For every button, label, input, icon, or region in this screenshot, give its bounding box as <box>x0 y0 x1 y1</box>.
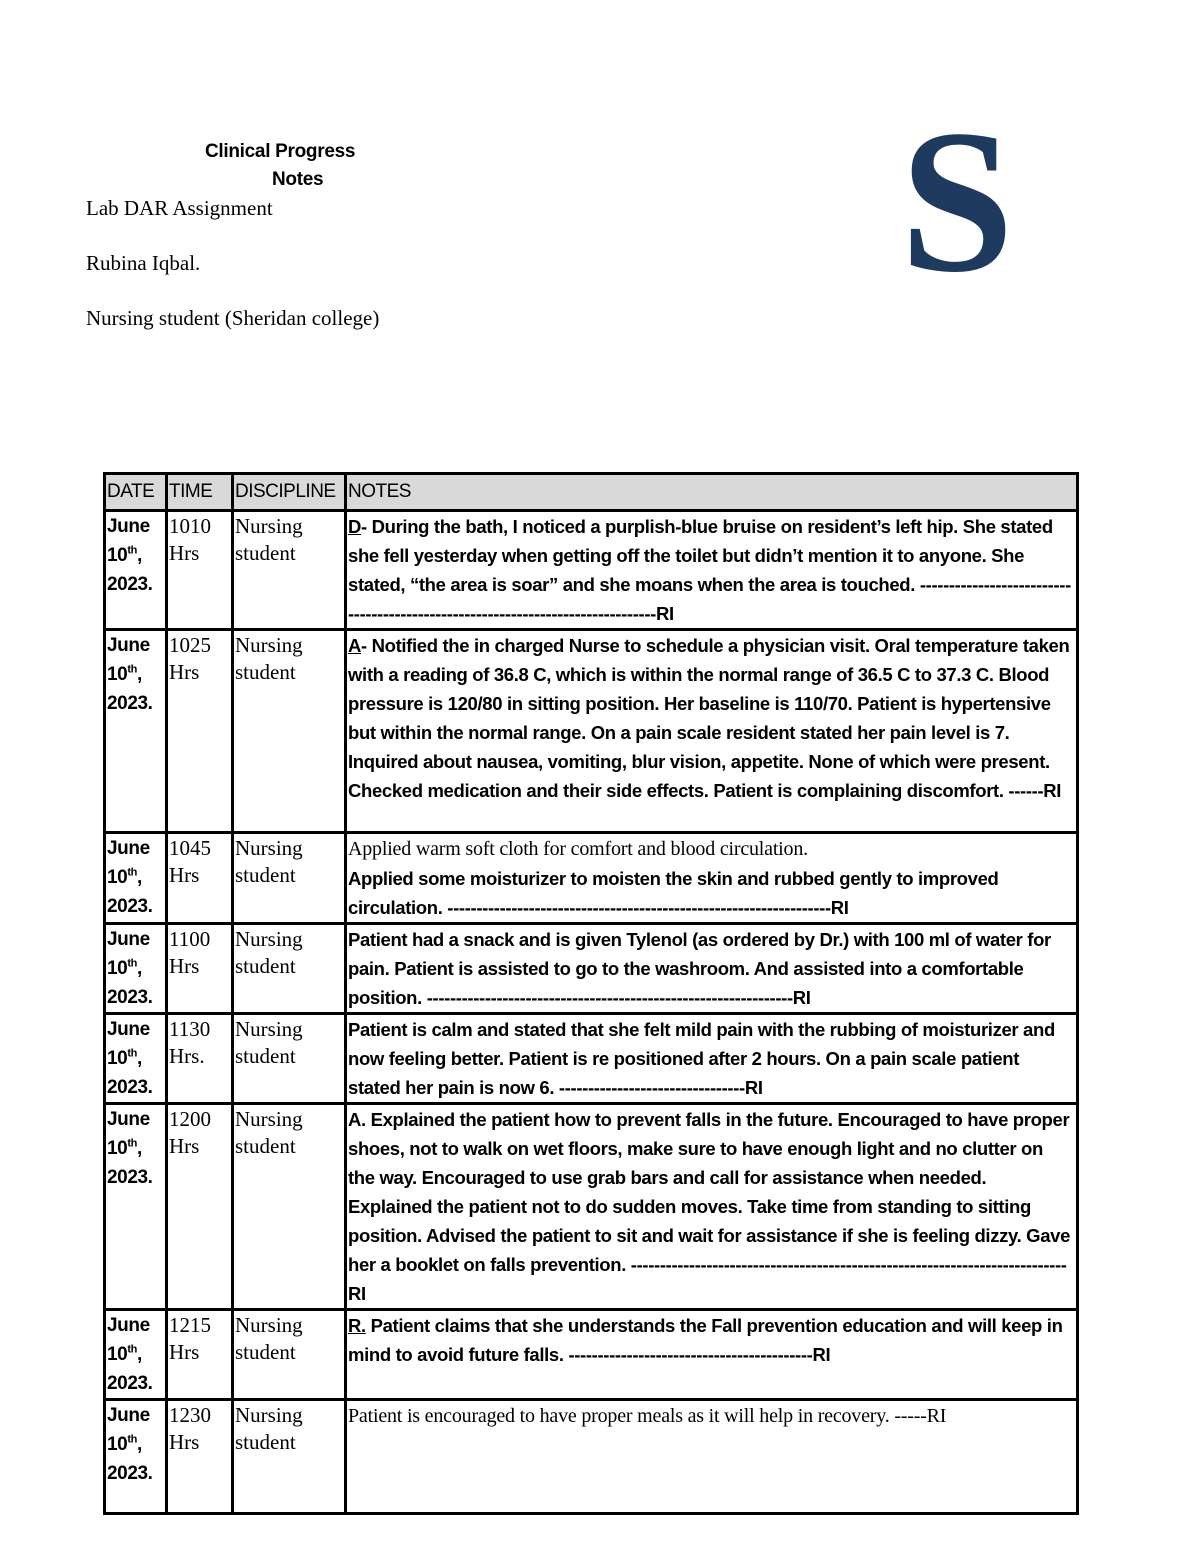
table-row <box>105 511 1078 630</box>
discipline-line-1: Nursing <box>235 633 303 657</box>
notes-cell <box>346 1310 1078 1400</box>
time-value: 1200 <box>169 1107 211 1131</box>
dar-lead-letter: A <box>348 635 362 656</box>
discipline-line-2: student <box>235 1430 296 1454</box>
note-bold-text: Patient claims that she understands the Fall prevention education and will keep in mind to avoid future falls. ------------------------------------------RI <box>348 1315 1063 1365</box>
author-name: Rubina Iqbal. <box>86 251 201 275</box>
table-header-row <box>105 474 1078 511</box>
date-suffix: th <box>127 663 137 676</box>
date-year: 2023. <box>107 693 153 714</box>
assignment-name: Lab DAR Assignment <box>86 196 273 220</box>
note-bold-text: A. Explained the patient how to prevent falls in the future. Encouraged to have proper shoes, not to walk on wet floors, make sure to have enough light and no clutter on the way. Encouraged to use grab bars and call for assistance when needed. Explained the patient not to do sudden moves. Take time from standing to sitting position. Advised the patient to sit and wait for assistance if she is feeling dizzy. Gave her a booklet on falls prevention. ---------------------------------------------------------------------------RI <box>348 1109 1071 1304</box>
date-year: 2023. <box>107 1463 153 1484</box>
header-date: DATE <box>105 474 167 511</box>
date-day: 10 <box>107 958 128 979</box>
time-value: 1230 <box>169 1403 211 1427</box>
discipline-line-2: student <box>235 1044 296 1068</box>
notes-cell <box>346 1400 1078 1514</box>
logo-letter: S <box>899 118 1015 288</box>
notes-cell <box>346 511 1078 630</box>
time-value: 1025 <box>169 633 211 657</box>
note-bold-text: Patient had a snack and is given Tylenol (as ordered by Dr.) with 100 ml of water for pain. Patient is assisted to go to the washroom. And assisted into a comfortable position. ---------------------------------------------------------------RI <box>348 929 1051 1008</box>
notes-cell <box>346 630 1078 833</box>
table-row <box>105 630 1078 833</box>
time-value: 1215 <box>169 1313 211 1337</box>
date-year: 2023. <box>107 574 153 595</box>
date-day: 10 <box>107 1344 128 1365</box>
date-suffix: th <box>127 544 137 557</box>
date-tail: , <box>136 958 142 979</box>
note-bold-text: - During the bath, I noticed a purplish-blue bruise on resident’s left hip. She stated she fell yesterday when getting off the toilet but didn’t mention it to anyone. She stated, “the area is soar” and she moans when the area is touched. -------------------------------------------------------------------------------RI <box>348 516 1071 624</box>
date-cell <box>105 630 167 833</box>
date-tail: , <box>136 1048 142 1069</box>
discipline-line-1: Nursing <box>235 1313 303 1337</box>
discipline-line-2: student <box>235 541 296 565</box>
date-year: 2023. <box>107 1373 153 1394</box>
discipline-cell <box>233 1104 346 1310</box>
discipline-cell <box>233 833 346 924</box>
notes-cell <box>346 833 1078 924</box>
date-tail: , <box>136 545 142 566</box>
dar-lead-letter: D <box>348 516 362 537</box>
date-cell <box>105 1310 167 1400</box>
discipline-line-2: student <box>235 954 296 978</box>
time-value: 1045 <box>169 836 211 860</box>
discipline-line-1: Nursing <box>235 1107 303 1131</box>
time-cell <box>167 924 233 1014</box>
note-bold-text: Applied some moisturizer to moisten the skin and rubbed gently to improved circulation. ------------------------------------------------------------------RI <box>348 868 999 918</box>
date-tail: , <box>136 1138 142 1159</box>
date-day: 10 <box>107 1138 128 1159</box>
progress-notes-table <box>103 472 1079 1515</box>
time-unit: Hrs <box>169 863 200 887</box>
time-unit: Hrs <box>169 660 200 684</box>
date-year: 2023. <box>107 896 153 917</box>
date-day: 10 <box>107 1434 128 1455</box>
date-suffix: th <box>127 957 137 970</box>
discipline-line-1: Nursing <box>235 1017 303 1041</box>
time-cell <box>167 1014 233 1104</box>
time-cell <box>167 630 233 833</box>
time-unit: Hrs <box>169 1430 200 1454</box>
header-notes: NOTES <box>346 474 1078 511</box>
document-title <box>205 138 405 194</box>
discipline-line-2: student <box>235 660 296 684</box>
date-suffix: th <box>127 1343 137 1356</box>
note-plain-text: Applied warm soft cloth for comfort and blood circulation. <box>348 838 808 860</box>
date-month: June <box>107 1109 150 1130</box>
date-year: 2023. <box>107 1077 153 1098</box>
discipline-line-1: Nursing <box>235 927 303 951</box>
date-suffix: th <box>127 1047 137 1060</box>
table-row <box>105 1310 1078 1400</box>
discipline-line-2: student <box>235 1134 296 1158</box>
date-suffix: th <box>127 1433 137 1446</box>
time-unit: Hrs <box>169 1340 200 1364</box>
note-bold-text: Patient is calm and stated that she felt mild pain with the rubbing of moisturizer and now feeling better. Patient is re positioned after 2 hours. On a pain scale patient stated her pain is now 6. --------------------------------RI <box>348 1019 1055 1098</box>
date-month: June <box>107 838 150 859</box>
date-cell <box>105 1104 167 1310</box>
time-cell <box>167 1104 233 1310</box>
discipline-line-2: student <box>235 1340 296 1364</box>
discipline-cell <box>233 924 346 1014</box>
note-bold-text: - Notified the in charged Nurse to schedule a physician visit. Oral temperature taken with a reading of 36.8 C, which is within the normal range of 36.5 C to 37.3 C. Blood pressure is 120/80 in sitting position. Her baseline is 110/70. Patient is hypertensive but within the normal range. On a pain scale resident stated her pain level is 7. Inquired about nausea, vomiting, blur vision, appetite. None of which were present. Checked medication and their side effects. Patient is complaining discomfort. ------RI <box>348 635 1070 801</box>
date-suffix: th <box>127 1137 137 1150</box>
time-value: 1010 <box>169 514 211 538</box>
author-role: Nursing student (Sheridan college) <box>86 306 380 330</box>
date-suffix: th <box>127 866 137 879</box>
notes-cell <box>346 1014 1078 1104</box>
time-value: 1130 <box>169 1017 211 1041</box>
college-logo <box>872 118 1042 288</box>
date-month: June <box>107 1315 150 1336</box>
date-tail: , <box>136 867 142 888</box>
time-cell <box>167 833 233 924</box>
date-year: 2023. <box>107 1167 153 1188</box>
time-unit: Hrs. <box>169 1044 205 1068</box>
table-row <box>105 924 1078 1014</box>
discipline-line-2: student <box>235 863 296 887</box>
date-tail: , <box>136 664 142 685</box>
time-unit: Hrs <box>169 954 200 978</box>
discipline-cell <box>233 1400 346 1514</box>
dar-lead-letter: R. <box>348 1315 366 1336</box>
time-cell <box>167 1310 233 1400</box>
discipline-line-1: Nursing <box>235 514 303 538</box>
discipline-cell <box>233 1014 346 1104</box>
title-line-2: Notes <box>272 169 324 190</box>
date-year: 2023. <box>107 987 153 1008</box>
discipline-line-1: Nursing <box>235 1403 303 1427</box>
title-line-1: Clinical Progress <box>205 141 356 162</box>
date-month: June <box>107 1405 150 1426</box>
date-tail: , <box>136 1434 142 1455</box>
date-day: 10 <box>107 1048 128 1069</box>
notes-cell <box>346 1104 1078 1310</box>
date-cell <box>105 511 167 630</box>
date-cell <box>105 1400 167 1514</box>
date-month: June <box>107 1019 150 1040</box>
header-time: TIME <box>167 474 233 511</box>
time-cell <box>167 511 233 630</box>
date-day: 10 <box>107 545 128 566</box>
date-cell <box>105 924 167 1014</box>
date-day: 10 <box>107 867 128 888</box>
note-plain-text: Patient is encouraged to have proper meals as it will help in recovery. -----RI <box>348 1405 947 1427</box>
date-month: June <box>107 516 150 537</box>
table-row <box>105 1104 1078 1310</box>
date-month: June <box>107 635 150 656</box>
date-month: June <box>107 929 150 950</box>
time-unit: Hrs <box>169 1134 200 1158</box>
header-discipline: DISCIPLINE <box>233 474 346 511</box>
discipline-cell <box>233 511 346 630</box>
discipline-line-1: Nursing <box>235 836 303 860</box>
table-row <box>105 1400 1078 1514</box>
table-row <box>105 833 1078 924</box>
discipline-cell <box>233 1310 346 1400</box>
time-cell <box>167 1400 233 1514</box>
date-tail: , <box>136 1344 142 1365</box>
notes-cell <box>346 924 1078 1014</box>
table-row <box>105 1014 1078 1104</box>
time-value: 1100 <box>169 927 211 951</box>
date-cell <box>105 1014 167 1104</box>
date-cell <box>105 833 167 924</box>
time-unit: Hrs <box>169 541 200 565</box>
discipline-cell <box>233 630 346 833</box>
date-day: 10 <box>107 664 128 685</box>
